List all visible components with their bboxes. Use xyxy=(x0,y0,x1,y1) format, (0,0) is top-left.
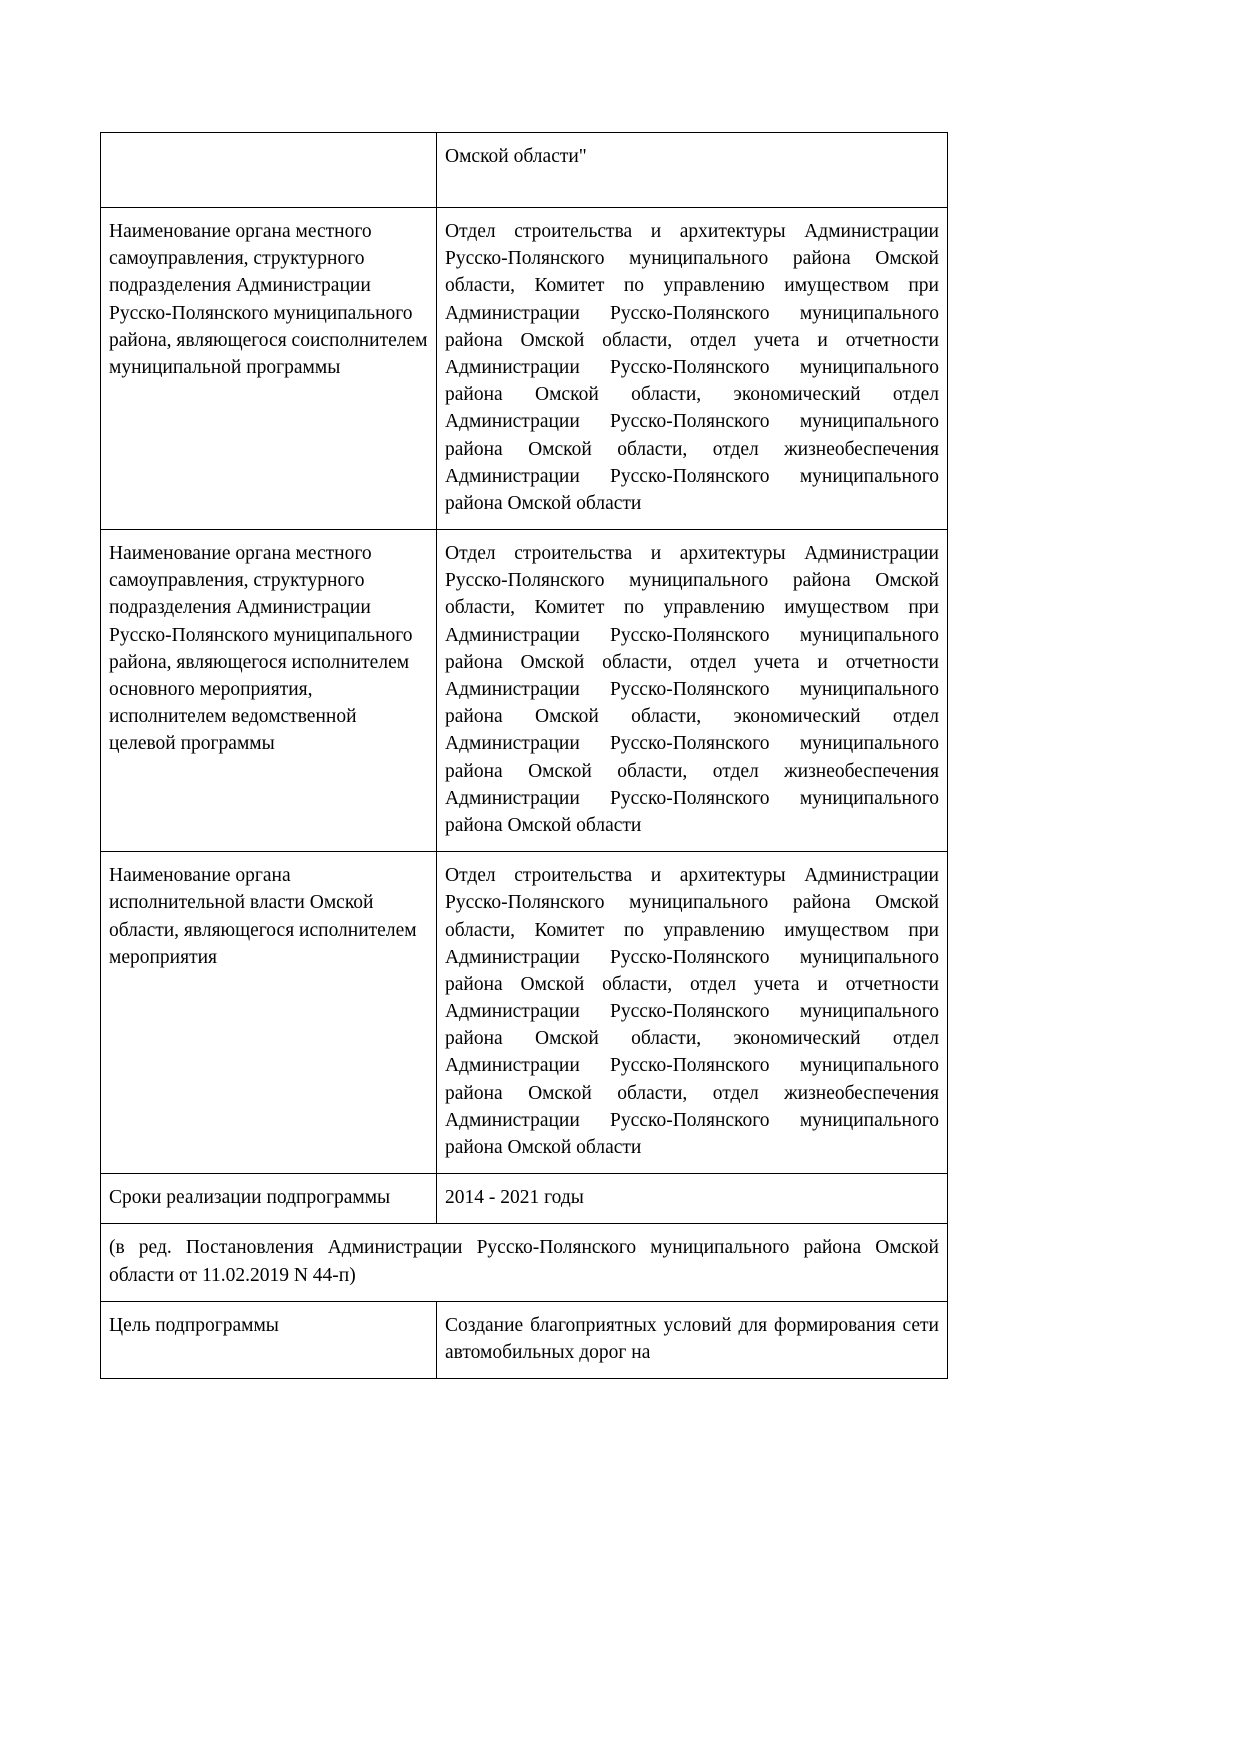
row-value-executor-body-main-event: Отдел строительства и архитектуры Администрации Русско-Полянского муниципального района Омской области, Комитет по управлению имуществом при Администрации Русско-Полянского муниципального района Омской области, отдел учета и отчетности Администрации Русско-Полянского муниципального района Омской области, экономический отдел Администрации Русско-Полянского муниципального района Омской области, отдел жизнеобеспечения Администрации Русско-Полянского муниципального района Омской области xyxy=(437,530,948,852)
row-value-executive-authority-body: Отдел строительства и архитектуры Администрации Русско-Полянского муниципального района Омской области, Комитет по управлению имуществом при Администрации Русско-Полянского муниципального района Омской области, отдел учета и отчетности Администрации Русско-Полянского муниципального района Омской области, экономический отдел Администрации Русско-Полянского муниципального района Омской области, отдел жизнеобеспечения Администрации Русско-Полянского муниципального района Омской области xyxy=(437,852,948,1174)
row-label-implementation-period: Сроки реализации подпрограммы xyxy=(101,1174,437,1224)
row-value-header-continuation: Омской области" xyxy=(437,133,948,208)
table-row xyxy=(101,1301,948,1378)
program-passport-table xyxy=(100,132,948,1379)
row-value-co-executor-body: Отдел строительства и архитектуры Администрации Русско-Полянского муниципального района Омской области, Комитет по управлению имуществом при Администрации Русско-Полянского муниципального района Омской области, отдел учета и отчетности Администрации Русско-Полянского муниципального района Омской области, экономический отдел Администрации Русско-Полянского муниципального района Омской области, отдел жизнеобеспечения Администрации Русско-Полянского муниципального района Омской области xyxy=(437,208,948,530)
table-row-amendment-note xyxy=(101,1224,948,1301)
table-row xyxy=(101,852,948,1174)
table-row xyxy=(101,133,948,208)
row-label-header-continuation xyxy=(101,133,437,208)
row-label-subprogram-goal: Цель подпрограммы xyxy=(101,1301,437,1378)
amendment-note-text: (в ред. Постановления Администрации Русско-Полянского муниципального района Омской области от 11.02.2019 N 44-п) xyxy=(101,1224,948,1301)
table-row xyxy=(101,208,948,530)
table-row xyxy=(101,1174,948,1224)
row-label-co-executor-body: Наименование органа местного самоуправления, структурного подразделения Администрации Русско-Полянского муниципального района, являющегося соисполнителем муниципальной программы xyxy=(101,208,437,530)
table-row xyxy=(101,530,948,852)
row-label-executor-body-main-event: Наименование органа местного самоуправления, структурного подразделения Администрации Русско-Полянского муниципального района, являющегося исполнителем основного мероприятия, исполнителем ведомственной целевой программы xyxy=(101,530,437,852)
row-value-implementation-period: 2014 - 2021 годы xyxy=(437,1174,948,1224)
row-value-subprogram-goal: Создание благоприятных условий для формирования сети автомобильных дорог на xyxy=(437,1301,948,1378)
row-label-executive-authority-body: Наименование органа исполнительной власти Омской области, являющегося исполнителем мероприятия xyxy=(101,852,437,1174)
